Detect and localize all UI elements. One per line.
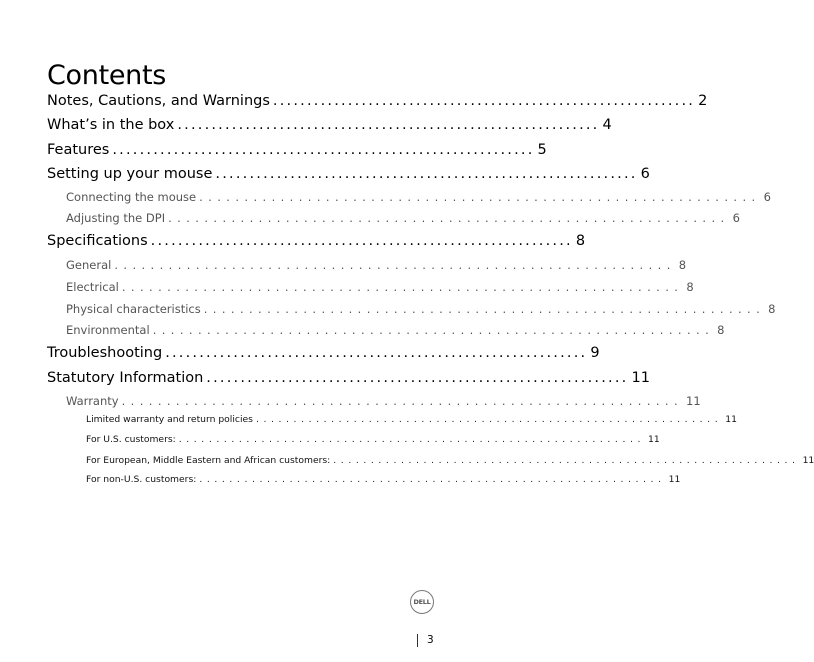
toc-entry-features[interactable] bbox=[47, 142, 547, 158]
toc-entry-adjusting-dpi[interactable] bbox=[66, 211, 740, 225]
page-number: 3 bbox=[427, 634, 434, 646]
toc-entry-whats-in-the-box[interactable] bbox=[47, 117, 612, 133]
toc-entry-page: 9 bbox=[590, 345, 600, 361]
toc-leader-dots: .............................................................. bbox=[114, 258, 676, 272]
toc-entry-page: 8 bbox=[678, 258, 687, 272]
toc-entry-label: Statutory Information bbox=[47, 370, 204, 386]
toc-entry-page: 6 bbox=[732, 211, 740, 225]
toc-entry-physical-characteristics[interactable] bbox=[66, 302, 776, 316]
toc-entry-page: 6 bbox=[640, 166, 650, 182]
toc-entry-label: General bbox=[66, 258, 112, 272]
toc-entry-limited-warranty[interactable] bbox=[86, 414, 737, 425]
toc-leader-dots: .............................................................. bbox=[177, 117, 600, 133]
toc-leader-dots: .............................................................. bbox=[199, 474, 666, 485]
toc-entry-label: Notes, Cautions, and Warnings bbox=[47, 93, 270, 109]
toc-entry-troubleshooting[interactable] bbox=[47, 345, 600, 361]
toc-leader-dots: .............................................................. bbox=[178, 434, 646, 445]
toc-entry-specifications[interactable] bbox=[47, 233, 586, 249]
page-title: Contents bbox=[47, 60, 167, 92]
toc-entry-label: Specifications bbox=[47, 233, 148, 249]
toc-entry-connecting-mouse[interactable] bbox=[66, 190, 771, 204]
toc-leader-dots: .............................................................. bbox=[206, 370, 629, 386]
toc-leader-dots: .............................................................. bbox=[199, 190, 761, 204]
toc-entry-page: 8 bbox=[686, 280, 694, 294]
toc-entry-label: Features bbox=[47, 142, 110, 158]
toc-entry-page: 8 bbox=[717, 323, 725, 337]
toc-leader-dots: .............................................................. bbox=[203, 302, 766, 316]
toc-entry-page: 8 bbox=[575, 233, 586, 249]
toc-leader-dots: .............................................................. bbox=[150, 233, 573, 249]
toc-entry-notes-cautions-warnings[interactable] bbox=[47, 93, 708, 109]
toc-entry-label: Warranty bbox=[66, 394, 119, 408]
page-number-divider bbox=[417, 634, 418, 647]
toc-entry-label: Limited warranty and return policies bbox=[86, 414, 253, 425]
toc-leader-dots: .............................................................. bbox=[165, 345, 588, 361]
toc-entry-label: Physical characteristics bbox=[66, 302, 201, 316]
toc-entry-label: Environmental bbox=[66, 323, 150, 337]
dell-logo-text: DELL bbox=[413, 598, 431, 606]
toc-entry-page: 11 bbox=[631, 370, 650, 386]
toc-entry-environmental[interactable] bbox=[66, 323, 725, 337]
toc-entry-label: For non-U.S. customers: bbox=[86, 474, 197, 485]
toc-entry-label: What’s in the box bbox=[47, 117, 175, 133]
toc-leader-dots: .............................................................. bbox=[333, 455, 800, 466]
toc-entry-emea-customers[interactable] bbox=[86, 455, 814, 466]
toc-entry-label: Adjusting the DPI bbox=[66, 211, 166, 225]
toc-entry-label: Electrical bbox=[66, 280, 119, 294]
toc-entry-electrical[interactable] bbox=[66, 280, 694, 294]
toc-leader-dots: .............................................................. bbox=[255, 414, 723, 425]
toc-entry-page: 11 bbox=[668, 474, 681, 485]
toc-entry-setting-up-mouse[interactable] bbox=[47, 166, 650, 182]
toc-entry-page: 4 bbox=[602, 117, 612, 133]
toc-entry-page: 6 bbox=[763, 190, 771, 204]
toc-leader-dots: .............................................................. bbox=[215, 166, 638, 182]
toc-leader-dots: .............................................................. bbox=[168, 211, 730, 225]
toc-entry-label: Setting up your mouse bbox=[47, 166, 213, 182]
toc-entry-us-customers[interactable] bbox=[86, 434, 660, 445]
toc-entry-page: 8 bbox=[768, 302, 776, 316]
toc-entry-non-us-customers[interactable] bbox=[86, 474, 681, 485]
dell-logo bbox=[410, 590, 434, 614]
toc-leader-dots: .............................................................. bbox=[121, 394, 684, 408]
toc-entry-label: Connecting the mouse bbox=[66, 190, 197, 204]
toc-entry-page: 11 bbox=[686, 394, 701, 408]
toc-leader-dots: .............................................................. bbox=[121, 280, 684, 294]
toc-entry-label: For European, Middle Eastern and African customers: bbox=[86, 455, 331, 466]
toc-leader-dots: .............................................................. bbox=[112, 142, 535, 158]
toc-leader-dots: .............................................................. bbox=[152, 323, 715, 337]
toc-entry-general[interactable] bbox=[66, 258, 687, 272]
toc-entry-label: For U.S. customers: bbox=[86, 434, 176, 445]
toc-entry-warranty[interactable] bbox=[66, 394, 701, 408]
toc-entry-page: 2 bbox=[698, 93, 708, 109]
toc-entry-statutory-information[interactable] bbox=[47, 370, 650, 386]
toc-entry-page: 11 bbox=[802, 455, 814, 466]
toc-entry-page: 11 bbox=[725, 414, 737, 425]
toc-entry-label: Troubleshooting bbox=[47, 345, 163, 361]
toc-leader-dots: .............................................................. bbox=[272, 93, 696, 109]
toc-entry-page: 11 bbox=[648, 434, 660, 445]
toc-entry-page: 5 bbox=[537, 142, 547, 158]
